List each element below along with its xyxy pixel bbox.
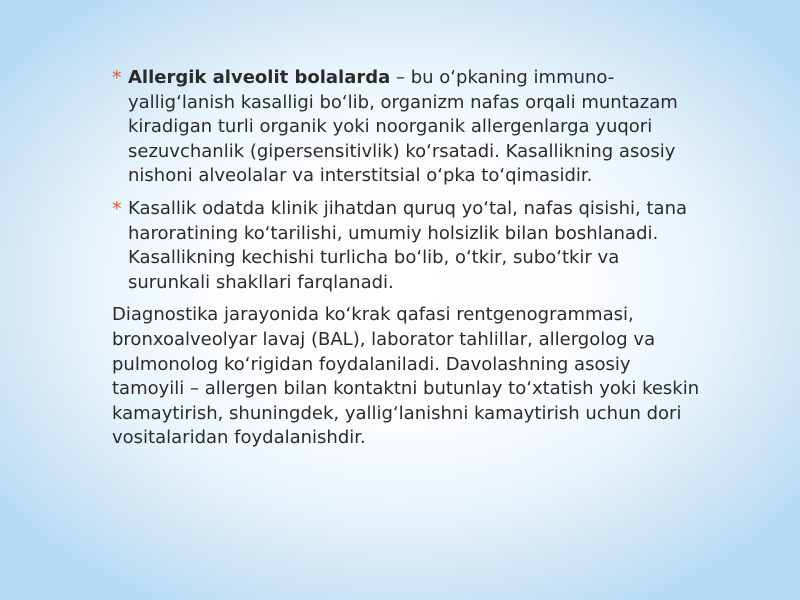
slide-content [112, 66, 702, 451]
bullet-marker-icon: * [112, 197, 122, 220]
bullet-2-text: Kasallik odatda klinik jihatdan quruq yo‘tal, nafas qisishi, tana haroratining ko‘tarilishi, umumiy holsizlik bilan boshlanadi. Kasallikning kechishi turlicha bo‘lib, o‘tkir, subo‘tkir va surunkali shakllari farqlanadi. [128, 197, 688, 293]
bullet-marker-icon: * [112, 67, 122, 89]
body-paragraph: Diagnostika jarayonida ko‘krak qafasi rentgenogrammasi, bronxoalveolyar lavaj (BAL), laborator tahlillar, allergolog va pulmonolog ko‘rigidan foydalaniladi. Davolashning asosiy tamoyili – allergen bilan kontaktni butunlay to‘xtatish yoki keskin kamaytirish, shuningdek, yallig‘lanishni kamaytirish uchun dori vositalaridan foydalanishdir. [112, 304, 700, 449]
bullet-item-2 [112, 197, 702, 295]
bullet-1-bold-term: Allergik alveolit bolalarda [128, 67, 391, 88]
bullet-1-text: – bu o‘pkaning immuno-yallig‘lanish kasalligi bo‘lib, organizm nafas orqali muntazam kiradigan turli organik yoki noorganik allergenlarga yuqori sezuvchanlik (gipersensitivlik) ko‘rsatadi. Kasallikning asosiy nishoni alveolalar va interstitsial o‘pka to‘qimasidir. [128, 67, 678, 187]
bullet-item-1 [112, 66, 702, 189]
